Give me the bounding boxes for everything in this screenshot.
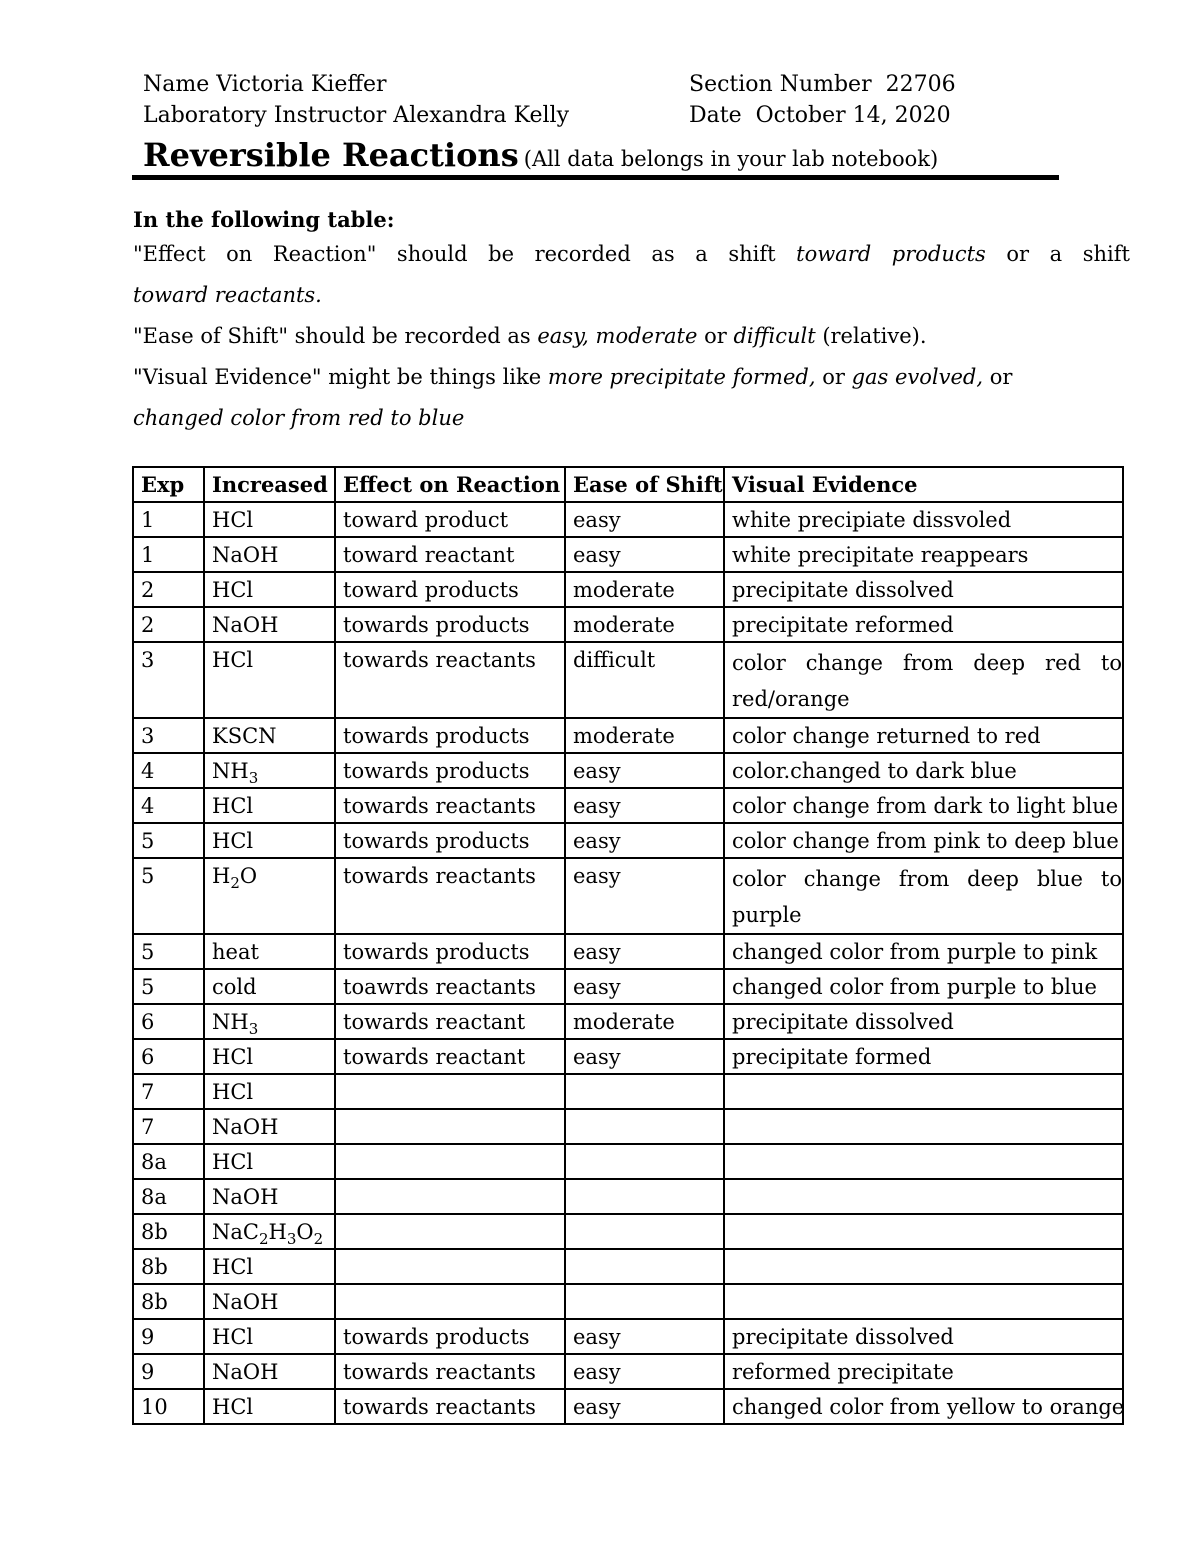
- formula-text: cold: [212, 975, 257, 999]
- cell-visual: white precipitate reappears: [724, 537, 1123, 572]
- formula-text: H: [212, 864, 231, 888]
- formula-text: HCl: [212, 508, 254, 532]
- cell-exp: 7: [133, 1074, 204, 1109]
- table-row: [133, 572, 1123, 607]
- cell-exp: 4: [133, 753, 204, 788]
- formula-text: H: [268, 1220, 287, 1244]
- cell-ease: easy: [565, 502, 724, 537]
- cell-increased: [204, 934, 335, 969]
- cell-exp: 8b: [133, 1249, 204, 1284]
- formula-text: NaOH: [212, 543, 279, 567]
- cell-ease: [565, 1214, 724, 1249]
- cell-effect: [335, 1109, 565, 1144]
- cell-ease: easy: [565, 823, 724, 858]
- table-row: [133, 502, 1123, 537]
- cell-increased: [204, 572, 335, 607]
- header-effect: Effect on Reaction: [335, 467, 565, 502]
- cell-increased: [204, 1249, 335, 1284]
- title-divider: [132, 175, 1059, 180]
- cell-visual: color change from deep red to red/orange: [724, 642, 1123, 718]
- header-increased: Increased: [204, 467, 335, 502]
- table-row: [133, 788, 1123, 823]
- formula-text: HCl: [212, 829, 254, 853]
- formula-text: NaOH: [212, 1290, 279, 1314]
- header-exp: Exp: [133, 467, 204, 502]
- cell-ease: easy: [565, 537, 724, 572]
- cell-effect: towards reactants: [335, 1389, 565, 1424]
- formula-text: HCl: [212, 1045, 254, 1069]
- cell-exp: 6: [133, 1004, 204, 1039]
- formula-text: KSCN: [212, 724, 277, 748]
- cell-increased: [204, 607, 335, 642]
- cell-ease: easy: [565, 969, 724, 1004]
- formula-text: HCl: [212, 1255, 254, 1279]
- instruction-effect: "Effect on Reaction" should be recorded as a shift toward products or a shift: [133, 242, 1130, 266]
- cell-effect: towards products: [335, 753, 565, 788]
- cell-exp: 8a: [133, 1144, 204, 1179]
- cell-effect: towards products: [335, 1319, 565, 1354]
- table-row: [133, 1179, 1123, 1214]
- formula-subscript: 2: [230, 874, 240, 893]
- cell-effect: toward products: [335, 572, 565, 607]
- cell-ease: easy: [565, 934, 724, 969]
- cell-exp: 3: [133, 718, 204, 753]
- formula-text: heat: [212, 940, 259, 964]
- cell-visual: [724, 1109, 1123, 1144]
- cell-effect: [335, 1284, 565, 1319]
- table-row: [133, 1039, 1123, 1074]
- cell-effect: [335, 1074, 565, 1109]
- cell-increased: [204, 858, 335, 934]
- cell-visual: [724, 1179, 1123, 1214]
- formula-text: HCl: [212, 1325, 254, 1349]
- instruction-ease: "Ease of Shift" should be recorded as easy, moderate or difficult (relative).: [133, 324, 927, 348]
- cell-visual: color.changed to dark blue: [724, 753, 1123, 788]
- instruction-visual: "Visual Evidence" might be things like more precipitate formed, or gas evolved, or: [133, 365, 1013, 389]
- formula-text: O: [239, 864, 258, 888]
- cell-exp: 5: [133, 969, 204, 1004]
- cell-ease: [565, 1179, 724, 1214]
- cell-exp: 5: [133, 858, 204, 934]
- cell-visual: color change from pink to deep blue: [724, 823, 1123, 858]
- instruction-visual-cont: changed color from red to blue: [133, 406, 465, 430]
- cell-effect: towards reactant: [335, 1004, 565, 1039]
- cell-effect: toward reactant: [335, 537, 565, 572]
- cell-effect: towards reactants: [335, 1354, 565, 1389]
- header-visual: Visual Evidence: [724, 467, 1123, 502]
- formula-text: HCl: [212, 648, 254, 672]
- cell-visual: changed color from purple to blue: [724, 969, 1123, 1004]
- cell-visual: precipitate dissolved: [724, 572, 1123, 607]
- cell-exp: 1: [133, 502, 204, 537]
- cell-ease: [565, 1144, 724, 1179]
- cell-visual: precipitate dissolved: [724, 1319, 1123, 1354]
- cell-effect: towards products: [335, 934, 565, 969]
- cell-visual: [724, 1249, 1123, 1284]
- table-row: [133, 1144, 1123, 1179]
- cell-ease: moderate: [565, 607, 724, 642]
- cell-increased: [204, 1354, 335, 1389]
- formula-text: NH: [212, 1010, 249, 1034]
- cell-effect: towards products: [335, 823, 565, 858]
- page-title: [143, 136, 938, 174]
- cell-visual: [724, 1074, 1123, 1109]
- cell-exp: 8b: [133, 1284, 204, 1319]
- cell-increased: [204, 718, 335, 753]
- formula-text: NaC: [212, 1220, 259, 1244]
- formula-text: NH: [212, 759, 249, 783]
- cell-effect: towards reactants: [335, 788, 565, 823]
- formula-text: NaOH: [212, 1115, 279, 1139]
- cell-increased: [204, 1074, 335, 1109]
- table-row: [133, 537, 1123, 572]
- cell-ease: [565, 1074, 724, 1109]
- cell-increased: [204, 1389, 335, 1424]
- cell-ease: moderate: [565, 1004, 724, 1039]
- cell-ease: easy: [565, 753, 724, 788]
- cell-visual: changed color from purple to pink: [724, 934, 1123, 969]
- cell-exp: 6: [133, 1039, 204, 1074]
- results-table: [132, 466, 1124, 1425]
- cell-exp: 10: [133, 1389, 204, 1424]
- cell-visual: [724, 1144, 1123, 1179]
- cell-ease: easy: [565, 1389, 724, 1424]
- table-row: [133, 1214, 1123, 1249]
- cell-exp: 4: [133, 788, 204, 823]
- cell-effect: [335, 1214, 565, 1249]
- table-row: [133, 969, 1123, 1004]
- cell-exp: 1: [133, 537, 204, 572]
- cell-exp: 5: [133, 823, 204, 858]
- cell-ease: easy: [565, 788, 724, 823]
- cell-exp: 8a: [133, 1179, 204, 1214]
- cell-ease: easy: [565, 858, 724, 934]
- formula-text: NaOH: [212, 1360, 279, 1384]
- table-row: [133, 1319, 1123, 1354]
- cell-effect: towards reactants: [335, 858, 565, 934]
- cell-increased: [204, 1144, 335, 1179]
- cell-exp: 5: [133, 934, 204, 969]
- cell-ease: moderate: [565, 718, 724, 753]
- instruction-effect-cont: toward reactants.: [133, 283, 322, 307]
- table-row: [133, 718, 1123, 753]
- cell-ease: easy: [565, 1039, 724, 1074]
- formula-text: HCl: [212, 1150, 254, 1174]
- cell-increased: [204, 1039, 335, 1074]
- cell-visual: changed color from yellow to orange: [724, 1389, 1123, 1424]
- cell-increased: [204, 1284, 335, 1319]
- cell-effect: towards reactants: [335, 642, 565, 718]
- cell-exp: 2: [133, 572, 204, 607]
- formula-subscript: 3: [248, 769, 259, 788]
- table-row: [133, 823, 1123, 858]
- cell-ease: [565, 1284, 724, 1319]
- section-number: Section Number 22706: [689, 72, 956, 97]
- cell-visual: precipitate reformed: [724, 607, 1123, 642]
- cell-increased: [204, 1004, 335, 1039]
- cell-ease: easy: [565, 1319, 724, 1354]
- cell-exp: 9: [133, 1319, 204, 1354]
- formula-text: HCl: [212, 794, 254, 818]
- cell-effect: [335, 1144, 565, 1179]
- cell-visual: color change from deep blue to purple: [724, 858, 1123, 934]
- table-row: [133, 1074, 1123, 1109]
- cell-ease: [565, 1249, 724, 1284]
- table-row: [133, 858, 1123, 934]
- cell-exp: 2: [133, 607, 204, 642]
- cell-visual: color change returned to red: [724, 718, 1123, 753]
- formula-text: NaOH: [212, 1185, 279, 1209]
- table-row: [133, 753, 1123, 788]
- cell-ease: moderate: [565, 572, 724, 607]
- table-header-row: [133, 467, 1123, 502]
- cell-increased: [204, 753, 335, 788]
- cell-increased: [204, 823, 335, 858]
- cell-effect: [335, 1179, 565, 1214]
- cell-visual: precipitate dissolved: [724, 1004, 1123, 1039]
- cell-ease: [565, 1109, 724, 1144]
- cell-effect: towards products: [335, 718, 565, 753]
- cell-increased: [204, 642, 335, 718]
- instructions-heading: In the following table:: [133, 207, 395, 232]
- cell-exp: 9: [133, 1354, 204, 1389]
- table-row: [133, 1389, 1123, 1424]
- cell-visual: [724, 1284, 1123, 1319]
- table-row: [133, 1249, 1123, 1284]
- cell-effect: towards products: [335, 607, 565, 642]
- formula-subscript: 2: [313, 1230, 324, 1249]
- table-row: [133, 607, 1123, 642]
- table-row: [133, 1284, 1123, 1319]
- cell-increased: [204, 1109, 335, 1144]
- formula-subscript: 3: [286, 1230, 297, 1249]
- formula-subscript: 3: [248, 1020, 259, 1039]
- formula-text: O: [296, 1220, 314, 1244]
- title-main: Reversible Reactions: [143, 136, 519, 174]
- cell-effect: towards reactant: [335, 1039, 565, 1074]
- cell-exp: 7: [133, 1109, 204, 1144]
- table-row: [133, 934, 1123, 969]
- cell-visual: precipitate formed: [724, 1039, 1123, 1074]
- cell-ease: easy: [565, 1354, 724, 1389]
- formula-text: NaOH: [212, 613, 279, 637]
- table-row: [133, 1004, 1123, 1039]
- title-note: (All data belongs in your lab notebook): [523, 147, 939, 171]
- cell-visual: [724, 1214, 1123, 1249]
- cell-increased: [204, 537, 335, 572]
- cell-effect: toward product: [335, 502, 565, 537]
- report-date: Date October 14, 2020: [689, 103, 951, 128]
- instructions: [133, 206, 1130, 439]
- table-row: [133, 1354, 1123, 1389]
- lab-instructor: Laboratory Instructor Alexandra Kelly: [143, 103, 570, 128]
- student-name: Name Victoria Kieffer: [143, 72, 387, 97]
- cell-exp: 8b: [133, 1214, 204, 1249]
- cell-increased: [204, 788, 335, 823]
- header-ease: Ease of Shift: [565, 467, 724, 502]
- cell-increased: [204, 1319, 335, 1354]
- formula-text: HCl: [212, 578, 254, 602]
- cell-visual: color change from dark to light blue: [724, 788, 1123, 823]
- formula-subscript: 2: [258, 1230, 269, 1249]
- cell-increased: [204, 969, 335, 1004]
- formula-text: HCl: [212, 1395, 254, 1419]
- formula-text: HCl: [212, 1080, 254, 1104]
- cell-visual: reformed precipitate: [724, 1354, 1123, 1389]
- cell-increased: [204, 502, 335, 537]
- cell-exp: 3: [133, 642, 204, 718]
- cell-effect: [335, 1249, 565, 1284]
- cell-increased: [204, 1214, 335, 1249]
- cell-ease: difficult: [565, 642, 724, 718]
- table-row: [133, 1109, 1123, 1144]
- cell-effect: toawrds reactants: [335, 969, 565, 1004]
- cell-visual: white precipiate dissvoled: [724, 502, 1123, 537]
- cell-increased: [204, 1179, 335, 1214]
- table-row: [133, 642, 1123, 718]
